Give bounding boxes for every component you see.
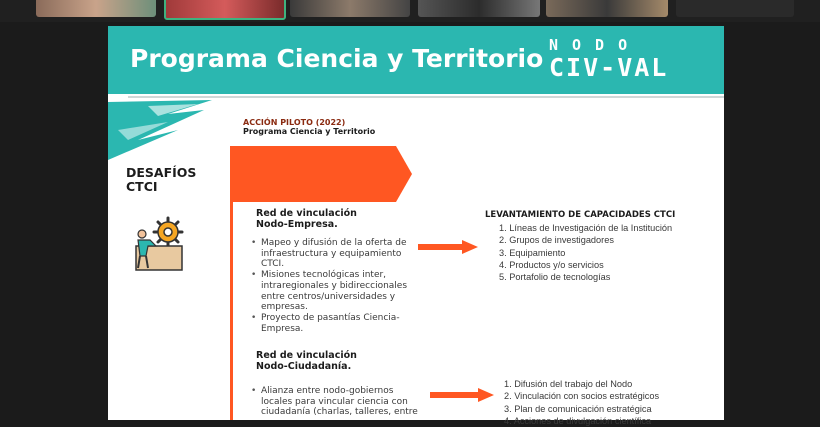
worker-gear-icon (130, 216, 188, 272)
list-item: 4. Acciones de divulgación científica (504, 415, 652, 426)
levantamiento-title: LEVANTAMIENTO DE CAPACIDADES CTCI (485, 210, 676, 220)
logo-wordmark-top: NODO (549, 36, 642, 54)
participant-video-tile[interactable] (676, 0, 794, 17)
list-item: 3. Plan de comunicación estratégica (504, 403, 652, 414)
list-item: 5. Portafolio de tecnologías (499, 272, 611, 283)
slide-title: Programa Ciencia y Territorio (130, 44, 544, 73)
list-item: • Misiones tecnológicas inter, intraregionales y bidireccionales entre centros/universidades y empresas. (251, 270, 421, 313)
list-item: 1. Difusión del trabajo del Nodo (504, 379, 633, 389)
section-title-nodo-ciudadania: Red de vinculación Nodo-Ciudadanía. (256, 350, 357, 372)
desafios-heading: DESAFÍOS CTCI (126, 165, 197, 194)
list-item: 3. Equipamiento (499, 247, 566, 258)
participant-video-tile[interactable] (546, 0, 668, 17)
participant-video-tile-active-speaker[interactable] (164, 0, 286, 20)
list-item: • Mapeo y difusión de la oferta de infraestructura y equipamiento CTCI. (251, 238, 421, 270)
timeline-line (230, 202, 233, 420)
bullet-list-nodo-empresa (251, 238, 421, 334)
divider (128, 96, 724, 98)
list-item: 4. Productos y/o servicios (499, 259, 604, 270)
participants-strip (0, 0, 820, 22)
bullet-list-nodo-ciudadania (251, 386, 421, 418)
ciudadania-list (504, 378, 659, 427)
arrow-right-icon (430, 388, 494, 402)
slide-banner (108, 26, 724, 94)
list-item: 2. Vinculación con socios estratégicos (504, 391, 660, 402)
brush-stroke-decoration (108, 100, 218, 160)
logo-wordmark: CIV-VAL (549, 53, 669, 82)
levantamiento-list (499, 222, 672, 283)
list-item: • Proyecto de pasantías Ciencia-Empresa. (251, 313, 421, 334)
participant-video-tile[interactable] (290, 0, 410, 17)
list-item: 2. Grupos de investigadores (499, 235, 614, 246)
accion-piloto-program: Programa Ciencia y Territorio (243, 127, 376, 136)
accion-piloto-label: ACCIÓN PILOTO (2022) (243, 118, 346, 127)
large-arrow-banner (230, 146, 414, 202)
participant-video-tile[interactable] (36, 0, 156, 17)
list-item: • Alianza entre nodo-gobiernos locales para vincular ciencia con ciudadanía (charlas, talleres, entre (251, 386, 421, 418)
participant-video-tile[interactable] (418, 0, 540, 17)
arrow-right-icon (418, 240, 478, 254)
shared-slide (108, 26, 724, 426)
list-item: 1. Líneas de Investigación de la Institución (499, 223, 673, 233)
section-title-nodo-empresa: Red de vinculación Nodo-Empresa. (256, 208, 357, 230)
